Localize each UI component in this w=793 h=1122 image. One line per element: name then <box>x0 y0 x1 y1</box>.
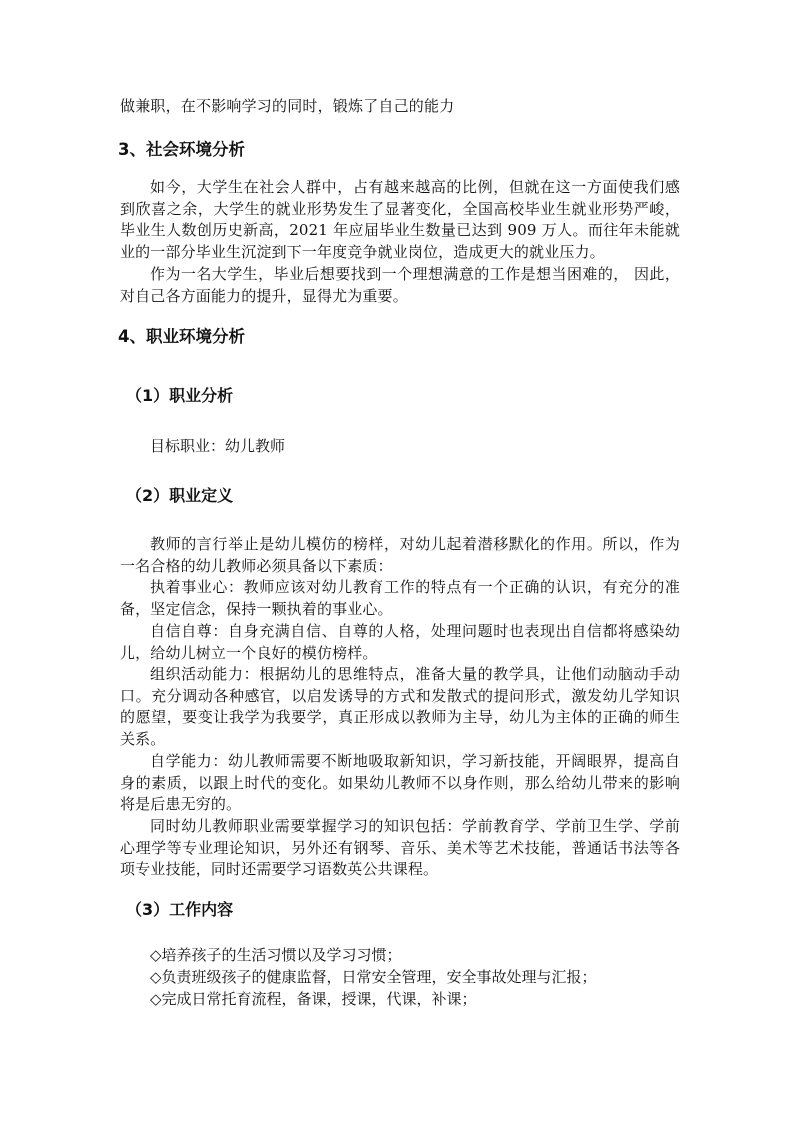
job-content-item: ◇完成日常托育流程，备课，授课，代课，补课； <box>150 990 477 1008</box>
paragraph-required-knowledge: 同时幼儿教师职业需要掌握学习的知识包括：学前教育学、学前卫生学、学前心理学等专业理论知识，另外还有钢琴、音乐、美术等艺术技能，普通话书法等各项专业技能，同时还需要学习语数英公共课程。 <box>120 817 680 879</box>
job-content-item: ◇培养孩子的生活习惯以及学习习惯； <box>150 946 402 964</box>
paragraph-self-confidence: 自信自尊：自身充满自信、自尊的人格，处理问题时也表现出自信都将感染幼儿，给幼儿树立一个良好的模仿榜样。 <box>120 622 680 662</box>
paragraph-definition-intro: 教师的言行举止是幼儿模仿的榜样，对幼儿起着潜移默化的作用。所以，作为一名合格的幼儿教师必须具备以下素质： <box>120 535 680 575</box>
section-heading-social-environment: 3、社会环境分析 <box>118 140 245 159</box>
target-career-text: 目标职业：幼儿教师 <box>150 437 286 455</box>
subheading-career-definition: （2）职业定义 <box>126 486 234 505</box>
subheading-career-analysis: （1）职业分析 <box>126 386 234 405</box>
subheading-job-content: （3）工作内容 <box>126 900 234 919</box>
paragraph-self-learning: 自学能力：幼儿教师需要不断地吸取新知识，学习新技能，开阔眼界，提高自身的素质，以跟上时代的变化。如果幼儿教师不以身作则，那么给幼儿带来的影响将是后患无穷的。 <box>120 752 680 814</box>
paragraph-social-2: 作为一名大学生，毕业后想要找到一个理想满意的工作是想当困难的， 因此，对自己各方面能力的提升，显得尤为重要。 <box>120 265 680 305</box>
paragraph-dedication: 执着事业心：教师应该对幼儿教育工作的特点有一个正确的认识，有充分的准备，坚定信念，保持一颗执着的事业心。 <box>120 578 680 618</box>
job-content-item: ◇负责班级孩子的健康监督，日常安全管理，安全事故处理与汇报； <box>150 968 597 986</box>
paragraph-social-1: 如今，大学生在社会人群中，占有越来越高的比例，但就在这一方面使我们感到欣喜之余，大学生的就业形势发生了显著变化，全国高校毕业生就业形势严峻，毕业生人数创历史新高，2021 年应届毕业生数量已达到 909 万人。而往年未能就业的一部分毕业生沉淀到下一年度竞争就业岗位，造成更大的就业压力。 <box>120 178 680 262</box>
section-heading-career-environment: 4、职业环境分析 <box>118 327 245 346</box>
paragraph-organizing-ability: 组织活动能力：根据幼儿的思维特点，准备大量的教学具，让他们动脑动手动口。充分调动各种感官，以启发诱导的方式和发散式的提问形式，激发幼儿学知识的愿望，要变让我学为我要学，真正形成以教师为主导，幼儿为主体的正确的师生关系。 <box>120 665 680 749</box>
continuation-line: 做兼职，在不影响学习的同时，锻炼了自己的能力 <box>120 97 455 115</box>
